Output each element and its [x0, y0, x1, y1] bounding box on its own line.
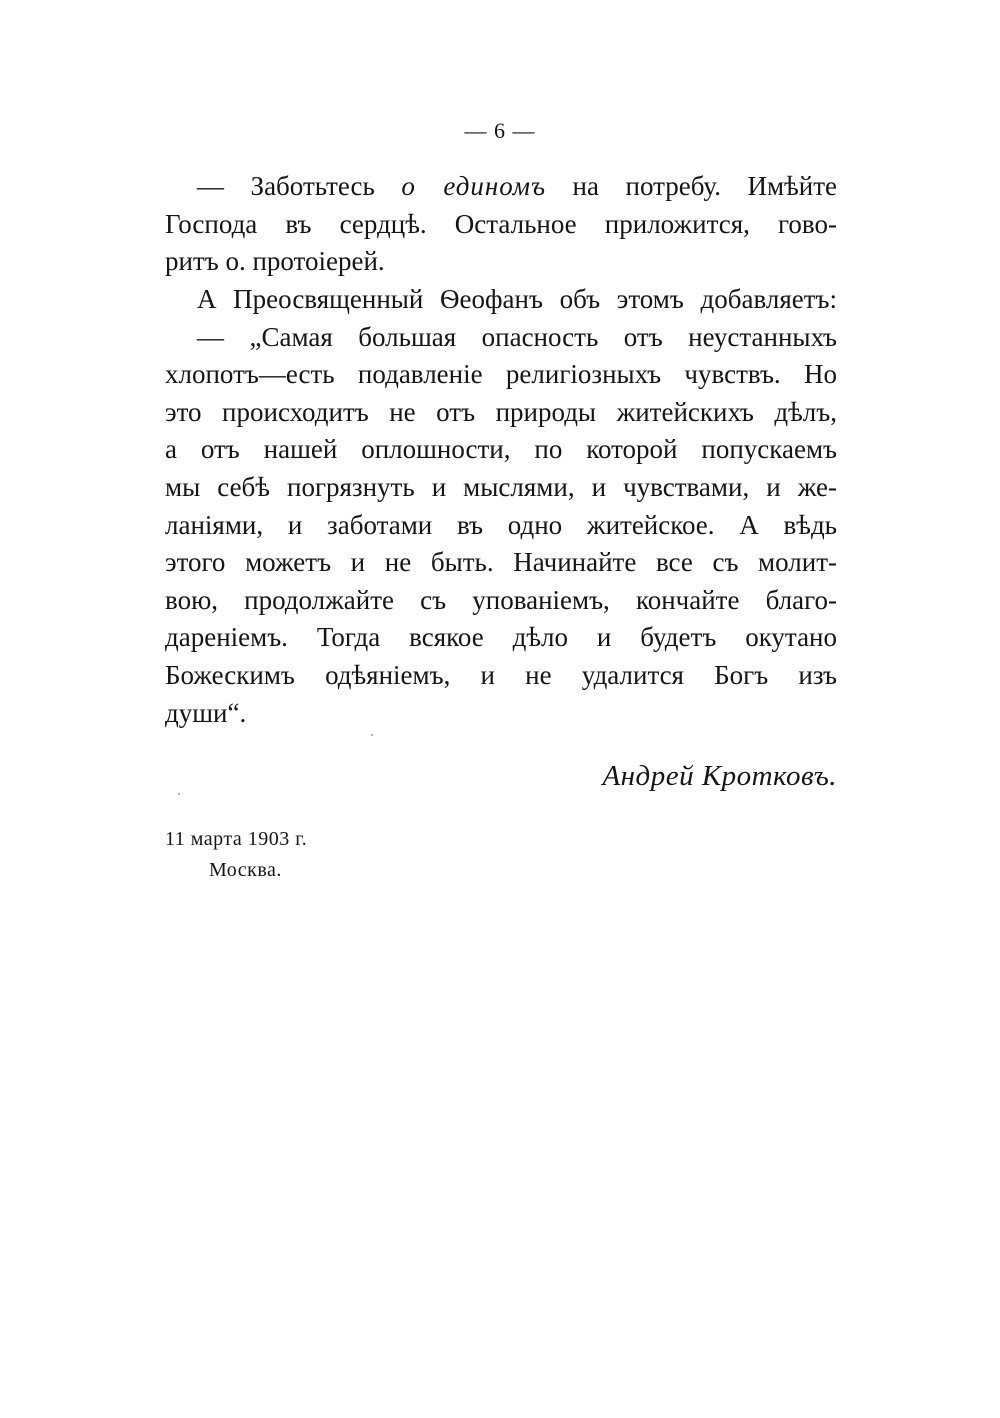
paragraph-1-line-2: Господа въ сердцѣ. Остальное приложится, гово-	[165, 208, 837, 239]
date-line: 11 марта 1903 г.	[165, 828, 308, 850]
author-signature: Андрей Кротковъ.	[602, 760, 837, 792]
scan-speck	[178, 793, 180, 795]
quote-line: — „Самая большая опасность отъ неустанныхъ	[197, 321, 837, 352]
quote-line: этого можетъ и не быть. Начинайте все съ молит-	[165, 547, 837, 578]
place-line: Москва.	[209, 859, 282, 881]
quote-line: дареніемъ. Тогда всякое дѣло и будетъ окутано	[165, 622, 837, 653]
paragraph-2-and-quote	[165, 281, 837, 732]
paragraph-1-italic-phrase: о единомъ	[401, 171, 546, 201]
quote-line: хлопотъ—есть подавленіе религіозныхъ чувствъ. Но	[165, 359, 837, 390]
paragraph-1-line-3: ритъ о. протоіерей.	[165, 246, 385, 277]
scan-speck	[371, 734, 373, 736]
quote-line: ланіями, и заботами въ одно житейское. А вѣдь	[165, 509, 837, 540]
paragraph-1-line-1-end: на потребу. Имѣйте	[545, 171, 837, 201]
paragraph-1-line-1-start: — Заботьтесь	[197, 171, 402, 201]
quote-line: мы себѣ погрязнуть и мыслями, и чувствами, и же-	[165, 471, 837, 502]
paragraph-1-line-1	[165, 168, 837, 206]
paragraph-1	[165, 168, 837, 281]
quote-line: души“.	[165, 697, 247, 728]
quote-line: вою, продолжайте съ упованіемъ, кончайте благо-	[165, 584, 837, 615]
quote-line: а отъ нашей оплошности, по которой попускаемъ	[165, 434, 837, 465]
quote-line: это происходитъ не отъ природы житейскихъ дѣлъ,	[165, 396, 837, 427]
quote-line: Божескимъ одѣяніемъ, и не удалится Богъ изъ	[165, 659, 837, 690]
page-number: — 6 —	[464, 118, 536, 143]
paragraph-2-line-1: А Преосвященный Ѳеофанъ объ этомъ добавляетъ:	[197, 284, 837, 314]
